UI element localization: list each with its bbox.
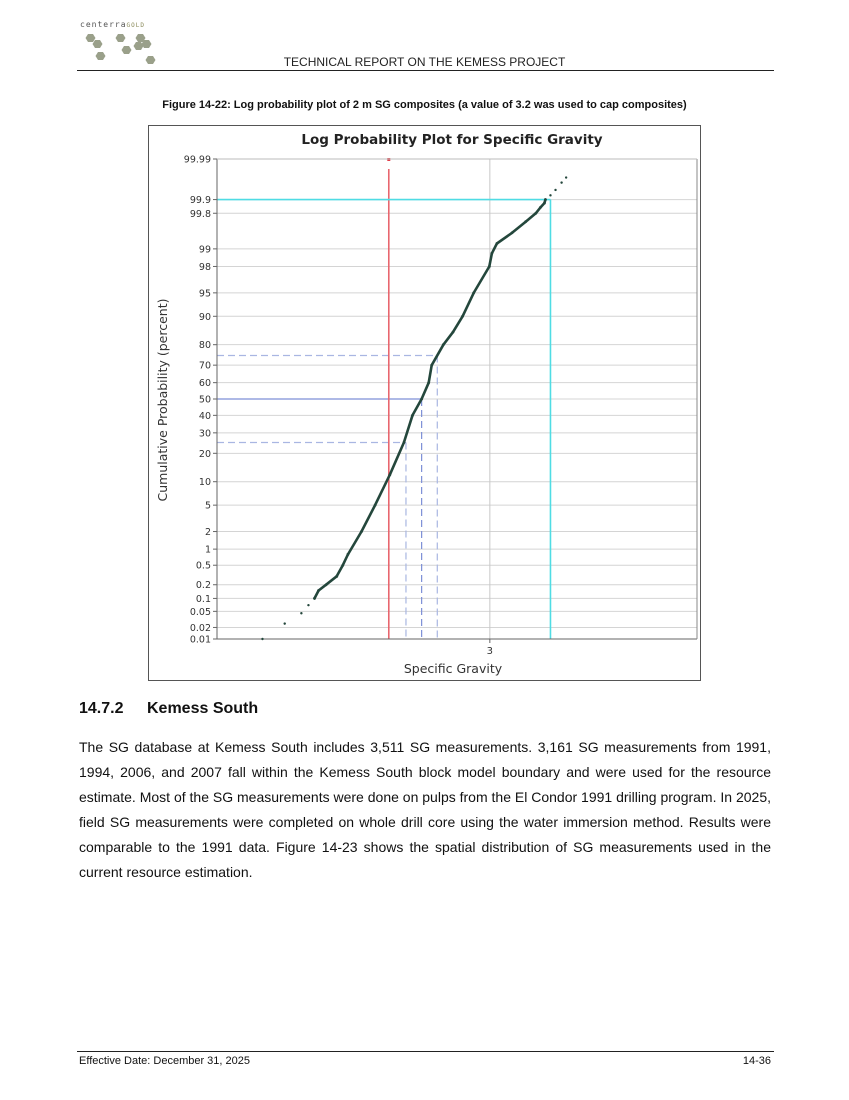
footer-divider: [77, 1051, 774, 1052]
y-tick-label: 99.9: [189, 195, 211, 207]
data-point: [442, 343, 445, 346]
data-point: [539, 206, 542, 209]
data-point: [346, 553, 349, 556]
data-point: [325, 583, 328, 586]
data-point: [411, 414, 414, 417]
data-point: [452, 331, 455, 334]
data-point: [360, 530, 363, 533]
data-point: [335, 575, 338, 578]
y-tick-label: 50: [198, 394, 211, 406]
y-tick-label: 99: [198, 244, 211, 256]
data-point: [300, 612, 302, 614]
effective-date: Effective Date: December 31, 2025: [79, 1055, 251, 1067]
data-point: [341, 564, 344, 567]
data-point: [472, 291, 475, 294]
data-point: [549, 194, 551, 196]
data-point: [543, 202, 546, 205]
data-point: [560, 181, 562, 183]
page-number: 14-36: [742, 1055, 771, 1067]
data-point: [284, 622, 286, 624]
section-body-paragraph: The SG database at Kemess South includes 3,511 SG measurements. 3,161 SG measurements from 1991, 1994, 2006, and 2007 fall within the Kemess South block model boundary and were used for the resource estimate. Most of the SG measurements were done on pulps from the El Condor 1991 drilling program. In 2025, field SG measurements were completed on whole drill core using the water immersion method. Results were comparable to the 1991 data. Figure 14-23 shows the spatial distribution of SG measurements used in the current resource estimation.: [79, 739, 771, 880]
data-point: [313, 597, 316, 600]
figure-caption: Figure 14-22: Log probability plot of 2 m SG composites (a value of 3.2 was used to cap composites): [162, 99, 687, 111]
section-heading: [79, 700, 258, 718]
y-axis-label: Cumulative Probability (percent): [155, 298, 170, 502]
y-tick-label: 0.05: [189, 606, 211, 618]
y-tick-label: 2: [204, 527, 211, 539]
y-tick-label: 90: [198, 311, 211, 323]
data-point: [420, 398, 423, 401]
data-point: [317, 589, 320, 592]
data-point: [307, 604, 309, 606]
y-tick-label: 0.01: [189, 634, 211, 646]
y-tick-label: 10: [198, 477, 211, 489]
y-tick-label: 0.2: [195, 580, 211, 592]
data-point: [430, 364, 433, 367]
y-tick-label: 5: [204, 500, 211, 512]
chart-title: Log Probability Plot for Specific Gravity: [301, 132, 603, 148]
data-point: [374, 504, 377, 507]
report-title: TECHNICAL REPORT ON THE KEMESS PROJECT: [283, 55, 566, 69]
x-tick-label: 3: [486, 646, 494, 657]
y-tick-label: 40: [198, 410, 211, 422]
y-tick-label: 99.99: [183, 154, 211, 166]
data-point: [461, 315, 464, 318]
data-point: [565, 176, 567, 178]
y-tick-label: 20: [198, 448, 211, 460]
y-tick-label: 60: [198, 378, 211, 390]
data-point: [490, 252, 493, 255]
data-point: [511, 231, 514, 234]
data-point: [524, 220, 527, 223]
data-point: [496, 242, 499, 245]
data-point: [403, 441, 406, 444]
data-series: [261, 176, 567, 640]
y-tick-label: 70: [198, 360, 211, 372]
data-point: [544, 198, 547, 201]
header-divider: [77, 70, 774, 71]
data-point: [554, 189, 556, 191]
log-probability-chart: [148, 125, 701, 681]
y-tick-label: 98: [198, 261, 211, 273]
data-point: [534, 212, 537, 215]
y-tick-label: 1: [204, 544, 211, 556]
y-tick-label: 0.1: [195, 593, 211, 605]
x-axis-label: Specific Gravity: [403, 661, 503, 676]
data-point: [488, 265, 491, 268]
y-tick-label: 30: [198, 428, 211, 440]
y-tick-label: 95: [198, 288, 211, 300]
y-tick-label: 99.8: [189, 208, 211, 220]
axes: [184, 155, 697, 658]
data-point: [388, 473, 391, 476]
data-point: [427, 381, 430, 384]
data-point: [261, 638, 263, 640]
section-title: Kemess South: [147, 700, 259, 717]
section-number: 14.7.2: [79, 700, 124, 717]
chart-canvas: [149, 126, 700, 680]
y-tick-label: 80: [198, 340, 211, 352]
y-tick-label: 0.5: [195, 560, 211, 572]
company-logo-text: centerraGOLD: [80, 20, 145, 29]
y-tick-label: 0.02: [189, 622, 211, 634]
